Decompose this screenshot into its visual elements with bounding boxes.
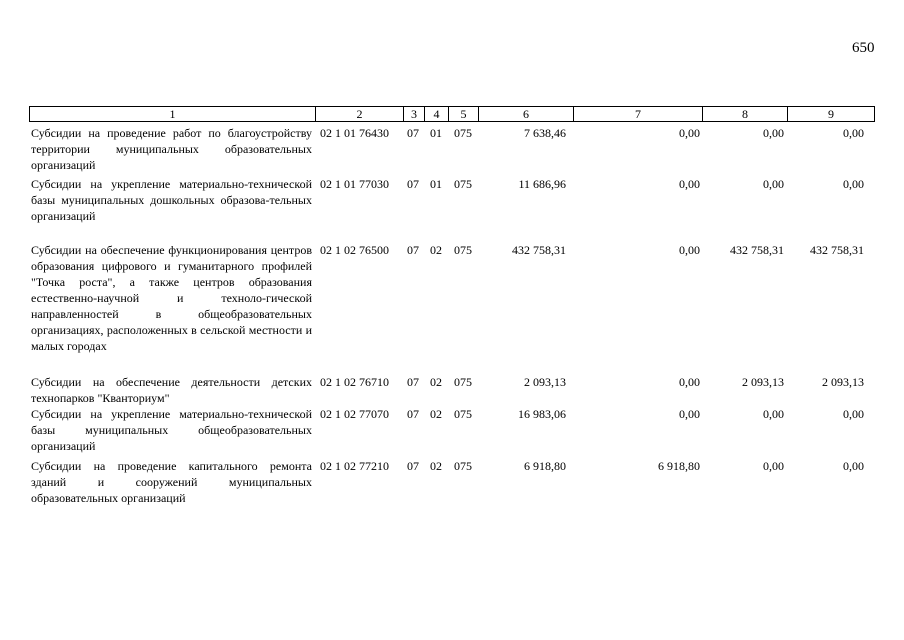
- row-col9-value: 432 758,31: [810, 243, 864, 257]
- row-code: 02 1 02 76710: [320, 375, 389, 389]
- row-col7-value: 6 918,80: [658, 459, 700, 473]
- row-description: Субсидии на обеспечение функционирования центров образования цифрового и гуманитарного профилей "Точка роста", а также центров образования естественно-научной и техноло-гической направленностей в общеобразовательных организациях, расположенных в сельской местности и малых городах: [31, 243, 312, 353]
- row-subsection: 02: [430, 407, 442, 421]
- row-col8-value: 2 093,13: [742, 375, 784, 389]
- header-col-9: 9: [787, 107, 874, 121]
- header-col-5: 5: [448, 107, 478, 121]
- header-col-2: 2: [315, 107, 403, 121]
- row-col8-value: 0,00: [763, 177, 784, 191]
- row-section: 07: [407, 126, 419, 140]
- row-section: 07: [407, 375, 419, 389]
- row-description: Субсидии на укрепление материально-технической базы муниципальных дошкольных образова-тельных организаций: [31, 177, 312, 223]
- header-col-3: 3: [403, 107, 424, 121]
- row-code: 02 1 02 76500: [320, 243, 389, 257]
- row-col9-value: 2 093,13: [822, 375, 864, 389]
- row-col9-value: 0,00: [843, 126, 864, 140]
- row-description: Субсидии на проведение капитального ремонта зданий и сооружений муниципальных образовательных организаций: [31, 459, 312, 505]
- row-kvr: 075: [454, 407, 472, 421]
- page-number: 650: [852, 40, 875, 56]
- row-col8-value: 432 758,31: [730, 243, 784, 257]
- row-col8-value: 0,00: [763, 407, 784, 421]
- row-subsection: 02: [430, 459, 442, 473]
- row-col7-value: 0,00: [679, 375, 700, 389]
- row-col6-value: 7 638,46: [524, 126, 566, 140]
- row-col9-value: 0,00: [843, 407, 864, 421]
- row-col6-value: 11 686,96: [518, 177, 566, 191]
- row-section: 07: [407, 459, 419, 473]
- row-col7-value: 0,00: [679, 126, 700, 140]
- row-kvr: 075: [454, 459, 472, 473]
- row-subsection: 02: [430, 375, 442, 389]
- row-col6-value: 432 758,31: [512, 243, 566, 257]
- header-col-8: 8: [702, 107, 787, 121]
- row-section: 07: [407, 407, 419, 421]
- row-subsection: 02: [430, 243, 442, 257]
- header-col-7: 7: [573, 107, 702, 121]
- row-kvr: 075: [454, 243, 472, 257]
- row-code: 02 1 02 77210: [320, 459, 389, 473]
- row-description: Субсидии на обеспечение деятельности детских технопарков "Кванториум": [31, 375, 312, 405]
- row-col9-value: 0,00: [843, 177, 864, 191]
- row-col9-value: 0,00: [843, 459, 864, 473]
- row-code: 02 1 01 77030: [320, 177, 389, 191]
- row-col8-value: 0,00: [763, 126, 784, 140]
- row-subsection: 01: [430, 177, 442, 191]
- row-col7-value: 0,00: [679, 243, 700, 257]
- row-col7-value: 0,00: [679, 407, 700, 421]
- row-col6-value: 16 983,06: [518, 407, 566, 421]
- header-col-1: 1: [169, 107, 176, 121]
- header-col-6: 6: [478, 107, 573, 121]
- row-col6-value: 2 093,13: [524, 375, 566, 389]
- row-code: 02 1 02 77070: [320, 407, 389, 421]
- row-kvr: 075: [454, 177, 472, 191]
- row-kvr: 075: [454, 375, 472, 389]
- row-col7-value: 0,00: [679, 177, 700, 191]
- row-col8-value: 0,00: [763, 459, 784, 473]
- row-description: Субсидии на проведение работ по благоустройству территории муниципальных образовательных организаций: [31, 126, 312, 172]
- row-kvr: 075: [454, 126, 472, 140]
- row-section: 07: [407, 177, 419, 191]
- row-code: 02 1 01 76430: [320, 126, 389, 140]
- table-header: [29, 106, 875, 122]
- row-subsection: 01: [430, 126, 442, 140]
- header-col-4: 4: [424, 107, 448, 121]
- row-section: 07: [407, 243, 419, 257]
- row-col6-value: 6 918,80: [524, 459, 566, 473]
- row-description: Субсидии на укрепление материально-технической базы муниципальных общеобразовательных организаций: [31, 407, 312, 453]
